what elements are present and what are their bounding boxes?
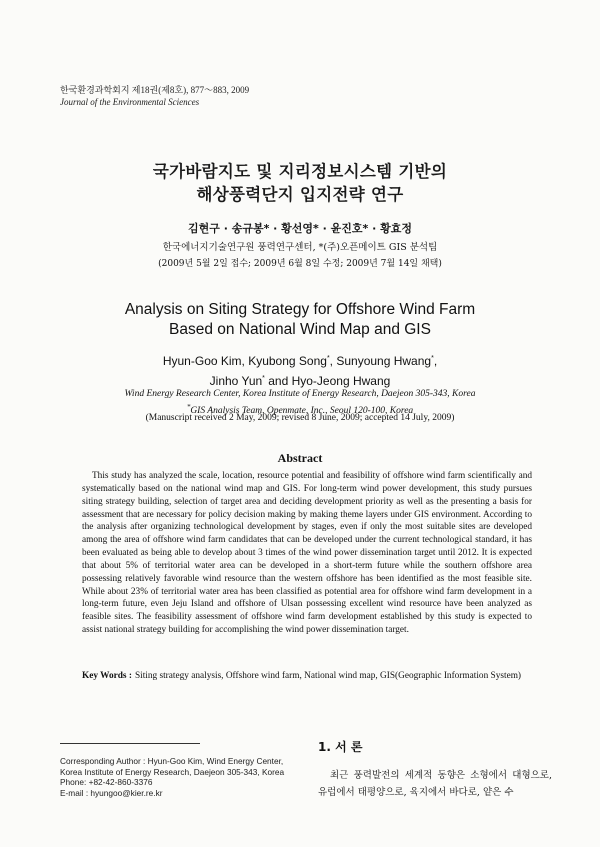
footnote-rule bbox=[60, 743, 200, 744]
journal-name: Journal of the Environmental Sciences bbox=[60, 97, 200, 107]
author-names-2: , Sunyoung Hwang bbox=[329, 354, 432, 368]
keywords bbox=[82, 670, 532, 683]
footnote-line: Corresponding Author : Hyun-Goo Kim, Wind Energy Center, bbox=[60, 756, 284, 766]
korean-title-line2: 해상풍력단지 입지전략 연구 bbox=[196, 185, 404, 204]
english-title bbox=[0, 300, 600, 340]
affiliation-2: GIS Analysis Team, Openmate, Inc., Seoul 120-100, Korea bbox=[190, 405, 414, 416]
author-names-3: Jinho Yun bbox=[209, 374, 263, 388]
affiliation-1: Wind Energy Research Center, Korea Institute of Energy Research, Daejeon 305-343, Korea bbox=[124, 389, 476, 399]
footnote-line: Korea Institute of Energy Research, Daejeon 305-343, Korea bbox=[60, 766, 285, 777]
korean-dates: (2009년 5월 2일 접수; 2009년 6월 8일 수정; 2009년 7월 14일 채택) bbox=[158, 259, 442, 269]
journal-citation: 한국환경과학회지 제18권(제8호), 877～883, 2009 bbox=[60, 85, 250, 95]
english-dates: (Manuscript received 2 May, 2009; revised 8 June, 2009; accepted 14 July, 2009) bbox=[145, 413, 455, 423]
author-names-4: and Hyo-Jeong Hwang bbox=[264, 374, 391, 388]
affil-mark: * bbox=[186, 402, 191, 411]
journal-header bbox=[60, 84, 249, 108]
keywords-text: Siting strategy analysis, Offshore wind farm, National wind map, GIS(Geographic Information System) bbox=[134, 671, 522, 681]
korean-title bbox=[0, 160, 600, 206]
corresponding-author-footnote bbox=[60, 756, 284, 798]
abstract-heading: Abstract bbox=[277, 451, 323, 465]
english-title-line1: Analysis on Siting Strategy for Offshore Wind Farm bbox=[124, 301, 476, 318]
affil-mark: * bbox=[326, 355, 330, 362]
affil-mark: * bbox=[431, 355, 434, 362]
author-names-1: Hyun-Goo Kim, Kyubong Song bbox=[162, 354, 327, 368]
affil-mark: * bbox=[262, 375, 265, 382]
korean-affiliation: 한국에너지기술연구원 풍력연구센터, *(주)오픈메이트 GIS 분석팀 bbox=[162, 242, 438, 253]
korean-authors: 김현구 · 송규봉* · 황선영* · 윤진호* · 황효정 bbox=[188, 222, 412, 235]
keywords-label: Key Words : bbox=[82, 671, 132, 681]
korean-title-line1: 국가바람지도 및 지리정보시스템 기반의 bbox=[152, 162, 448, 181]
footnote-phone: Phone: +82-42-860-3376 bbox=[60, 777, 153, 787]
footnote-email: E-mail : hyungoo@kier.re.kr bbox=[60, 787, 163, 798]
introduction-body: 최근 풍력발전의 세계적 동향은 소형에서 대형으로, 유럽에서 태평양으로, 육지에서 바다로, 얕은 수 bbox=[318, 770, 552, 798]
section-heading-introduction: 1. 서 론 bbox=[318, 740, 363, 754]
english-title-line2: Based on National Wind Map and GIS bbox=[169, 321, 431, 338]
english-authors: Hyun-Goo Kim, Kyubong Song*, Sunyoung Hwang*, Jinho Yun* and Hyo-Jeong Hwang bbox=[162, 354, 438, 388]
abstract-body: This study has analyzed the scale, location, resource potential and feasibility of offshore wind farm scientifically and systematically based on the national wind map and GIS. For long-term wind power development, this study pursues siting strategy building, selection of target area and deciding development priority as well as the presenting a basis for assessment that are necessary for policy decision making by making theme layers under GIS environment. According to the analysis after organizing technological development by stages, even if only the most suitable sites are developed among the area of offshore wind farm candidates that can be developed under the current technological standard, it has been evaluated as being able to develop about 3 times of the wind power dissemination target until 2012. It is expected that about 5% of territorial water area can be developed in a short-term future while the southern offshore area possessing relatively favorable wind resource than the western offshore has been identified as the most feasible site. While about 23% of territorial water area has been classified as potential area for offshore wind farm development in a long-term future, even Jeju Island and offshore of Ulsan possessing excellent wind resource have been analyzed as feasible sites. The feasibility assessment of offshore wind farm development established by this study is expected to assist national strategy building for accomplishing the wind power dissemination target. bbox=[82, 471, 532, 636]
